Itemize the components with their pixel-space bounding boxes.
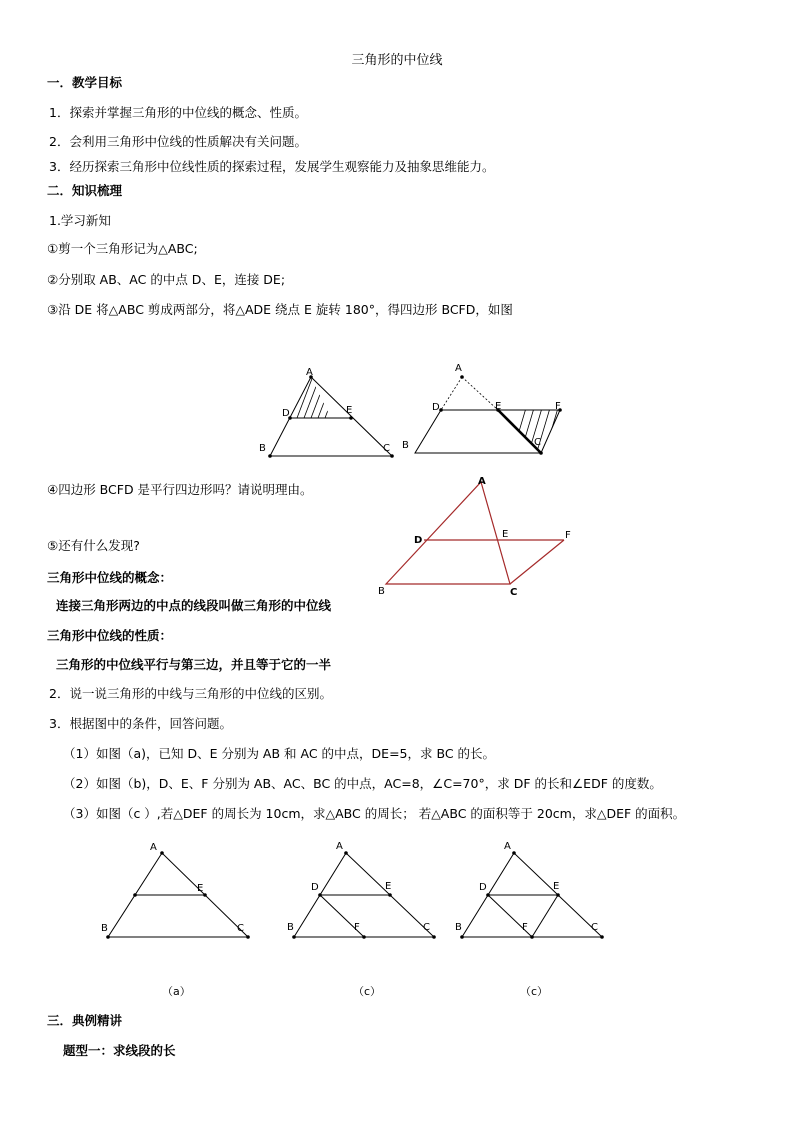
- fig3-label-e: E: [502, 529, 509, 540]
- section3-heading: 三．典例精讲: [47, 1013, 123, 1028]
- objective-3: 3．经历探索三角形中位线性质的探索过程，发展学生观察能力及抽象思维能力。: [49, 159, 495, 174]
- property-text: 三角形的中位线平行与第三边，并且等于它的一半: [56, 657, 332, 672]
- question-4: ④四边形 BCFD 是平行四边形吗？请说明理由。: [47, 482, 313, 497]
- caption-c: （c）: [520, 985, 549, 998]
- figure-triangle-cut: [255, 362, 405, 462]
- figure-rotated-piece: [400, 360, 580, 460]
- fig3-label-b: B: [378, 586, 385, 597]
- fig2-label-a: A: [455, 363, 462, 374]
- question-5: ⑤还有什么发现?: [47, 538, 140, 553]
- item-3: 3．根据图中的条件，回答问题。: [49, 716, 232, 731]
- step-3: ③沿 DE 将△ABC 剪成两部分，将△ADE 绕点 E 旋转 180°，得四边形 BCFD，如图: [47, 302, 513, 317]
- fig1-label-e: E: [346, 405, 353, 416]
- question-type-1: 题型一：求线段的长: [63, 1043, 176, 1058]
- figure-red-parallelogram: [376, 474, 576, 600]
- section2-heading: 二．知识梳理: [47, 183, 123, 198]
- figc-label-b: B: [455, 922, 462, 933]
- figure-a: [98, 838, 258, 944]
- fig2-label-c: C: [534, 437, 541, 448]
- figb-label-c: C: [423, 922, 430, 933]
- fig2-label-d: D: [432, 402, 440, 413]
- sub-question-3: （3）如图（c ）,若△DEF 的周长为 10cm，求△ABC 的周长； 若△ABC 的面积等于 20cm，求△DEF 的面积。: [63, 806, 686, 821]
- fig1-label-d: D: [282, 408, 290, 419]
- objective-2: 2．会利用三角形中位线的性质解决有关问题。: [49, 134, 307, 149]
- fig3-label-a: A: [478, 476, 486, 487]
- fig3-label-f: F: [565, 530, 571, 541]
- fig1-label-b: B: [259, 443, 266, 454]
- fig2-label-f: F: [555, 401, 561, 412]
- property-label: 三角形中位线的性质：: [47, 628, 173, 643]
- concept-label: 三角形中位线的概念：: [47, 570, 173, 585]
- figc-label-c: C: [591, 922, 598, 933]
- figb-label-e: E: [385, 881, 392, 892]
- sub-question-2: （2）如图（b)，D、E、F 分别为 AB、AC、BC 的中点，AC=8，∠C=70°，求 DF 的长和∠EDF 的度数。: [63, 776, 662, 791]
- fig3-label-c: C: [510, 587, 518, 598]
- page-title: 三角形的中位线: [351, 53, 443, 68]
- figa-label-b: B: [101, 923, 108, 934]
- concept-text: 连接三角形两边的中点的线段叫做三角形的中位线: [56, 598, 332, 613]
- section1-heading: 一．教学目标: [47, 75, 123, 90]
- caption-a: （a）: [162, 985, 191, 998]
- figb-label-b: B: [287, 922, 294, 933]
- learn-new-heading: 1.学习新知: [49, 213, 111, 228]
- caption-b: （c）: [353, 985, 382, 998]
- figc-label-f: F: [522, 922, 528, 933]
- fig1-label-c: C: [383, 443, 390, 454]
- fig1-label-a: A: [306, 367, 313, 378]
- figc-label-a: A: [504, 841, 511, 852]
- item-2: 2．说一说三角形的中线与三角形的中位线的区别。: [49, 686, 332, 701]
- sub-question-1: （1）如图（a)，已知 D、E 分别为 AB 和 AC 的中点，DE=5，求 BC 的长。: [63, 746, 496, 761]
- figure-c: [452, 838, 612, 944]
- figure-b: [284, 838, 444, 944]
- fig3-label-d: D: [414, 535, 423, 546]
- figc-label-d: D: [479, 882, 487, 893]
- figb-label-a: A: [336, 841, 343, 852]
- figb-label-f: F: [354, 922, 360, 933]
- figa-label-e: E: [197, 883, 204, 894]
- step-2: ②分别取 AB、AC 的中点 D、E，连接 DE;: [47, 272, 286, 287]
- objective-1: 1．探索并掌握三角形的中位线的概念、性质。: [49, 105, 307, 120]
- figa-label-a: A: [150, 842, 157, 853]
- figa-label-c: C: [237, 923, 244, 934]
- figb-label-d: D: [311, 882, 319, 893]
- step-1: ①剪一个三角形记为△ABC;: [47, 241, 198, 256]
- fig2-label-b: B: [402, 440, 409, 451]
- fig2-label-e: E: [495, 401, 502, 412]
- figc-label-e: E: [553, 881, 560, 892]
